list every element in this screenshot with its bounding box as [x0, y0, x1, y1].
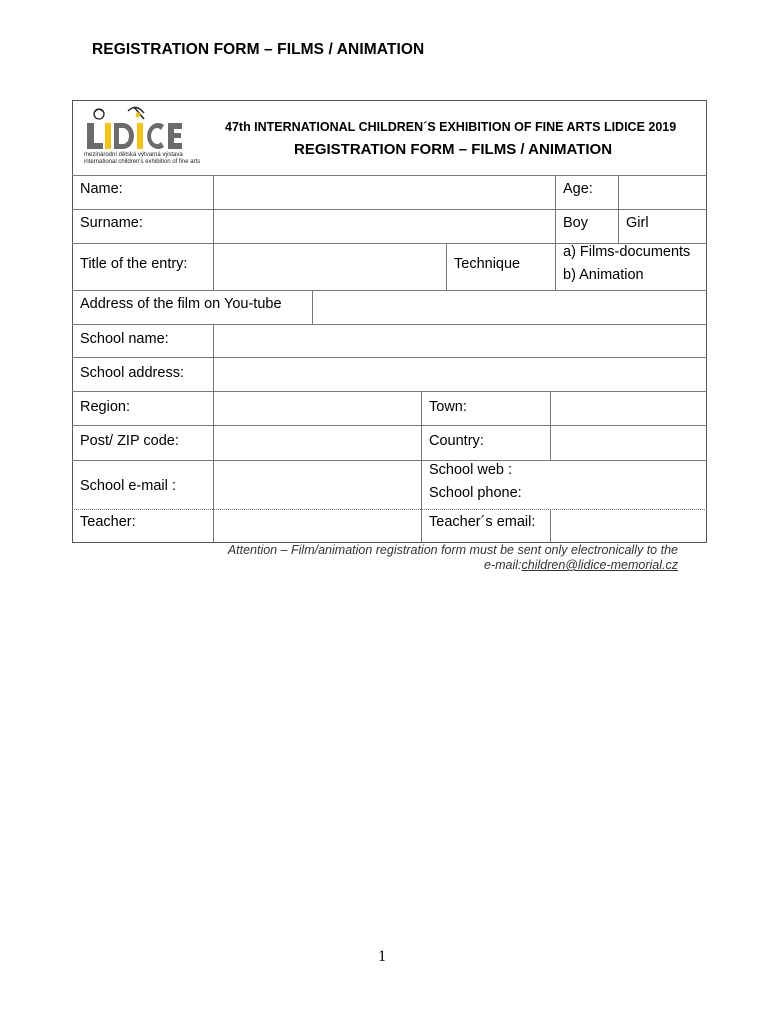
film-address-label: Address of the film on You-tube: [80, 296, 282, 312]
post-zip-label: Post/ ZIP code:: [80, 433, 179, 449]
column-divider: [555, 175, 556, 290]
name-field[interactable]: [214, 176, 554, 208]
email-prefix: e-mail:: [484, 558, 522, 572]
title-of-entry-field[interactable]: [214, 244, 445, 289]
surname-label: Surname:: [80, 215, 143, 231]
age-label: Age:: [563, 181, 593, 197]
surname-field[interactable]: [214, 210, 554, 242]
title-of-entry-label: Title of the entry:: [80, 256, 188, 272]
school-address-field[interactable]: [214, 358, 706, 390]
technique-option-films-documents[interactable]: a) Films-documents: [563, 244, 691, 260]
region-label: Region:: [80, 399, 130, 415]
attention-note-text: Attention – Film/animation registration form must be sent only electronically to the: [227, 543, 678, 557]
film-address-field[interactable]: [313, 291, 706, 323]
form-title: REGISTRATION FORM – FILMS / ANIMATION: [294, 141, 613, 158]
teacher-label: Teacher:: [80, 514, 136, 530]
logo-tagline-czech: mezinárodní dětská výtvarná výstava: [84, 152, 183, 158]
page-number: 1: [378, 948, 386, 965]
boy-option[interactable]: Boy: [563, 215, 588, 231]
school-email-label: School e-mail :: [80, 478, 176, 494]
school-email-field[interactable]: [214, 461, 420, 508]
teacher-email-label: Teacher´s email:: [429, 514, 536, 530]
school-name-field[interactable]: [214, 325, 706, 356]
technique-label: Technique: [454, 256, 521, 272]
attention-note-email-line: [228, 558, 678, 573]
school-phone-label: School phone:: [429, 485, 522, 501]
logo-children-figures-icon: [94, 107, 144, 119]
age-field[interactable]: [619, 176, 706, 208]
girl-option[interactable]: Girl: [626, 215, 649, 231]
country-label: Country:: [429, 433, 484, 449]
teacher-field[interactable]: [214, 510, 420, 542]
logo-tagline-english: international children's exhibition of fine arts: [84, 159, 201, 165]
contact-email-link[interactable]: children@lidice-memorial.cz: [521, 558, 678, 572]
teacher-email-field[interactable]: [551, 510, 706, 542]
attention-note: [228, 543, 678, 573]
school-web-label: School web :: [429, 462, 513, 478]
region-field[interactable]: [214, 392, 420, 424]
column-divider: [446, 243, 447, 290]
page-heading: REGISTRATION FORM – FILMS / ANIMATION: [92, 41, 425, 58]
school-name-label: School name:: [80, 331, 169, 347]
column-divider: [421, 391, 422, 543]
town-label: Town:: [429, 399, 467, 415]
post-zip-field[interactable]: [214, 426, 420, 459]
town-field[interactable]: [551, 392, 706, 424]
exhibition-subtitle: 47th INTERNATIONAL CHILDREN´S EXHIBITION OF FINE ARTS LIDICE 2019: [225, 120, 677, 134]
country-field[interactable]: [551, 426, 706, 459]
name-label: Name:: [80, 181, 123, 197]
school-address-label: School address:: [80, 365, 184, 381]
technique-option-animation[interactable]: b) Animation: [563, 267, 644, 283]
